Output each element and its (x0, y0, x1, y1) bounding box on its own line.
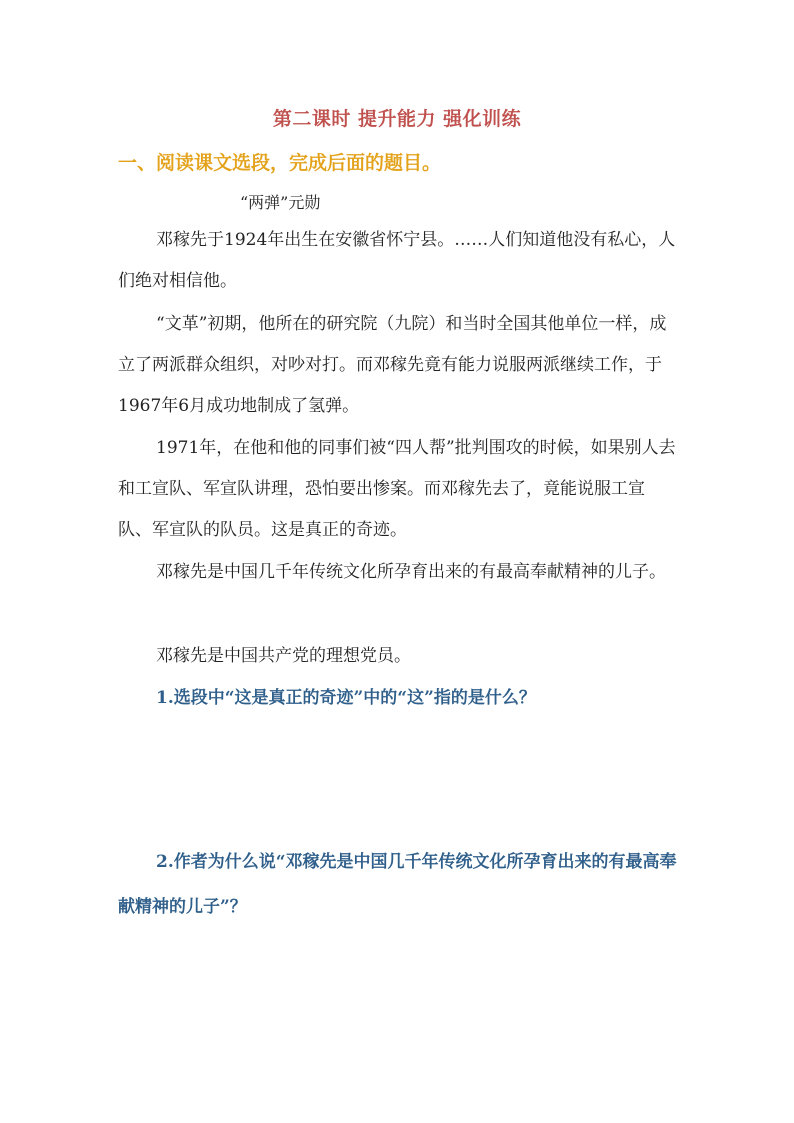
passage-paragraph: 邓稼先于1924年出生在安徽省怀宁县。……人们知道他没有私心，人们绝对相信他。 (118, 230, 676, 291)
lesson-title: 第二课时 提升能力 强化训练 (272, 108, 522, 130)
passage-paragraph: “文革”初期，他所在的研究院（九院）和当时全国其他单位一样，成立了两派群众组织，对吵对打。而邓稼先竟有能力说服两派继续工作，于1967年6月成功地制成了氢弹。 (118, 314, 667, 416)
passage-paragraph: 1971年，在他和他的同事们被“四人帮”批判围攻的时候，如果别人去和工宣队、军宣队讲理，恐怕要出惨案。而邓稼先去了，竟能说服工宣队、军宣队的队员。这是真正的奇迹。 (118, 438, 676, 540)
passage-paragraph: 邓稼先是中国共产党的理想党员。 (156, 646, 411, 666)
passage-paragraph: 邓稼先是中国几千年传统文化所孕育出来的有最高奉献精神的儿子。 (156, 562, 666, 582)
section-heading: 一、阅读课文选段，完成后面的题目。 (118, 152, 442, 174)
passage-title: “两弹”元勋 (240, 193, 321, 212)
question-2: 2.作者为什么说“邓稼先是中国几千年传统文化所孕育出来的有最高奉献精神的儿子”？ (118, 852, 677, 917)
question-1: 1.选段中“这是真正的奇迹”中的“这”指的是什么？ (156, 688, 536, 708)
